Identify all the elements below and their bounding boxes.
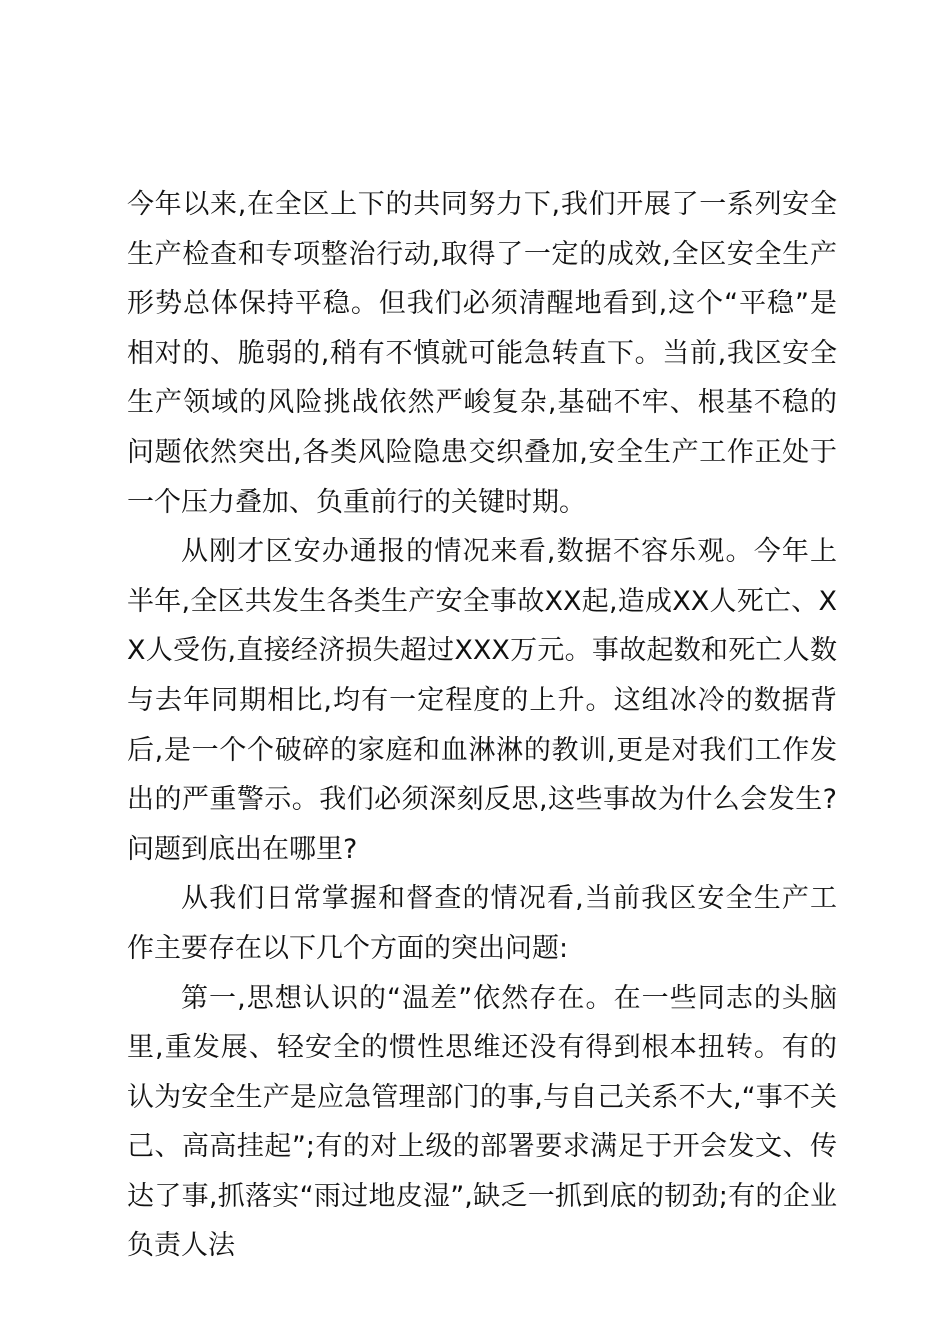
paragraph-2: 从刚才区安办通报的情况来看,数据不容乐观。今年上半年,全区共发生各类生产安全事故XX起,造成XX人死亡、XX人受伤,直接经济损失超过XXX万元。事故起数和死亡人数与去年同期相比,均有一定程度的上升。这组冰冷的数据背后,是一个个破碎的家庭和血淋淋的教训,更是对我们工作发出的严重警示。我们必须深刻反思,这些事故为什么会发生?问题到底出在哪里? [127, 536, 837, 865]
paragraph-4: 第一,思想认识的“温差”依然存在。在一些同志的头脑里,重发展、轻安全的惯性思维还没有得到根本扭转。有的认为安全生产是应急管理部门的事,与自己关系不大,“事不关己、高高挂起”;有的对上级的部署要求满足于开会发文、传达了事,抓落实“雨过地皮湿”,缺乏一抓到底的韧劲;有的企业负责人法 [127, 982, 837, 1262]
paragraph-1: 今年以来,在全区上下的共同努力下,我们开展了一系列安全生产检查和专项整治行动,取得了一定的成效,全区安全生产形势总体保持平稳。但我们必须清醒地看到,这个“平稳”是相对的、脆弱的,稍有不慎就可能急转直下。当前,我区安全生产领域的风险挑战依然严峻复杂,基础不牢、根基不稳的问题依然突出,各类风险隐患交织叠加,安全生产工作正处于一个压力叠加、负重前行的关键时期。 [127, 189, 837, 518]
document-body [127, 180, 837, 1271]
paragraph-3: 从我们日常掌握和督查的情况看,当前我区安全生产工作主要存在以下几个方面的突出问题: [127, 883, 837, 964]
